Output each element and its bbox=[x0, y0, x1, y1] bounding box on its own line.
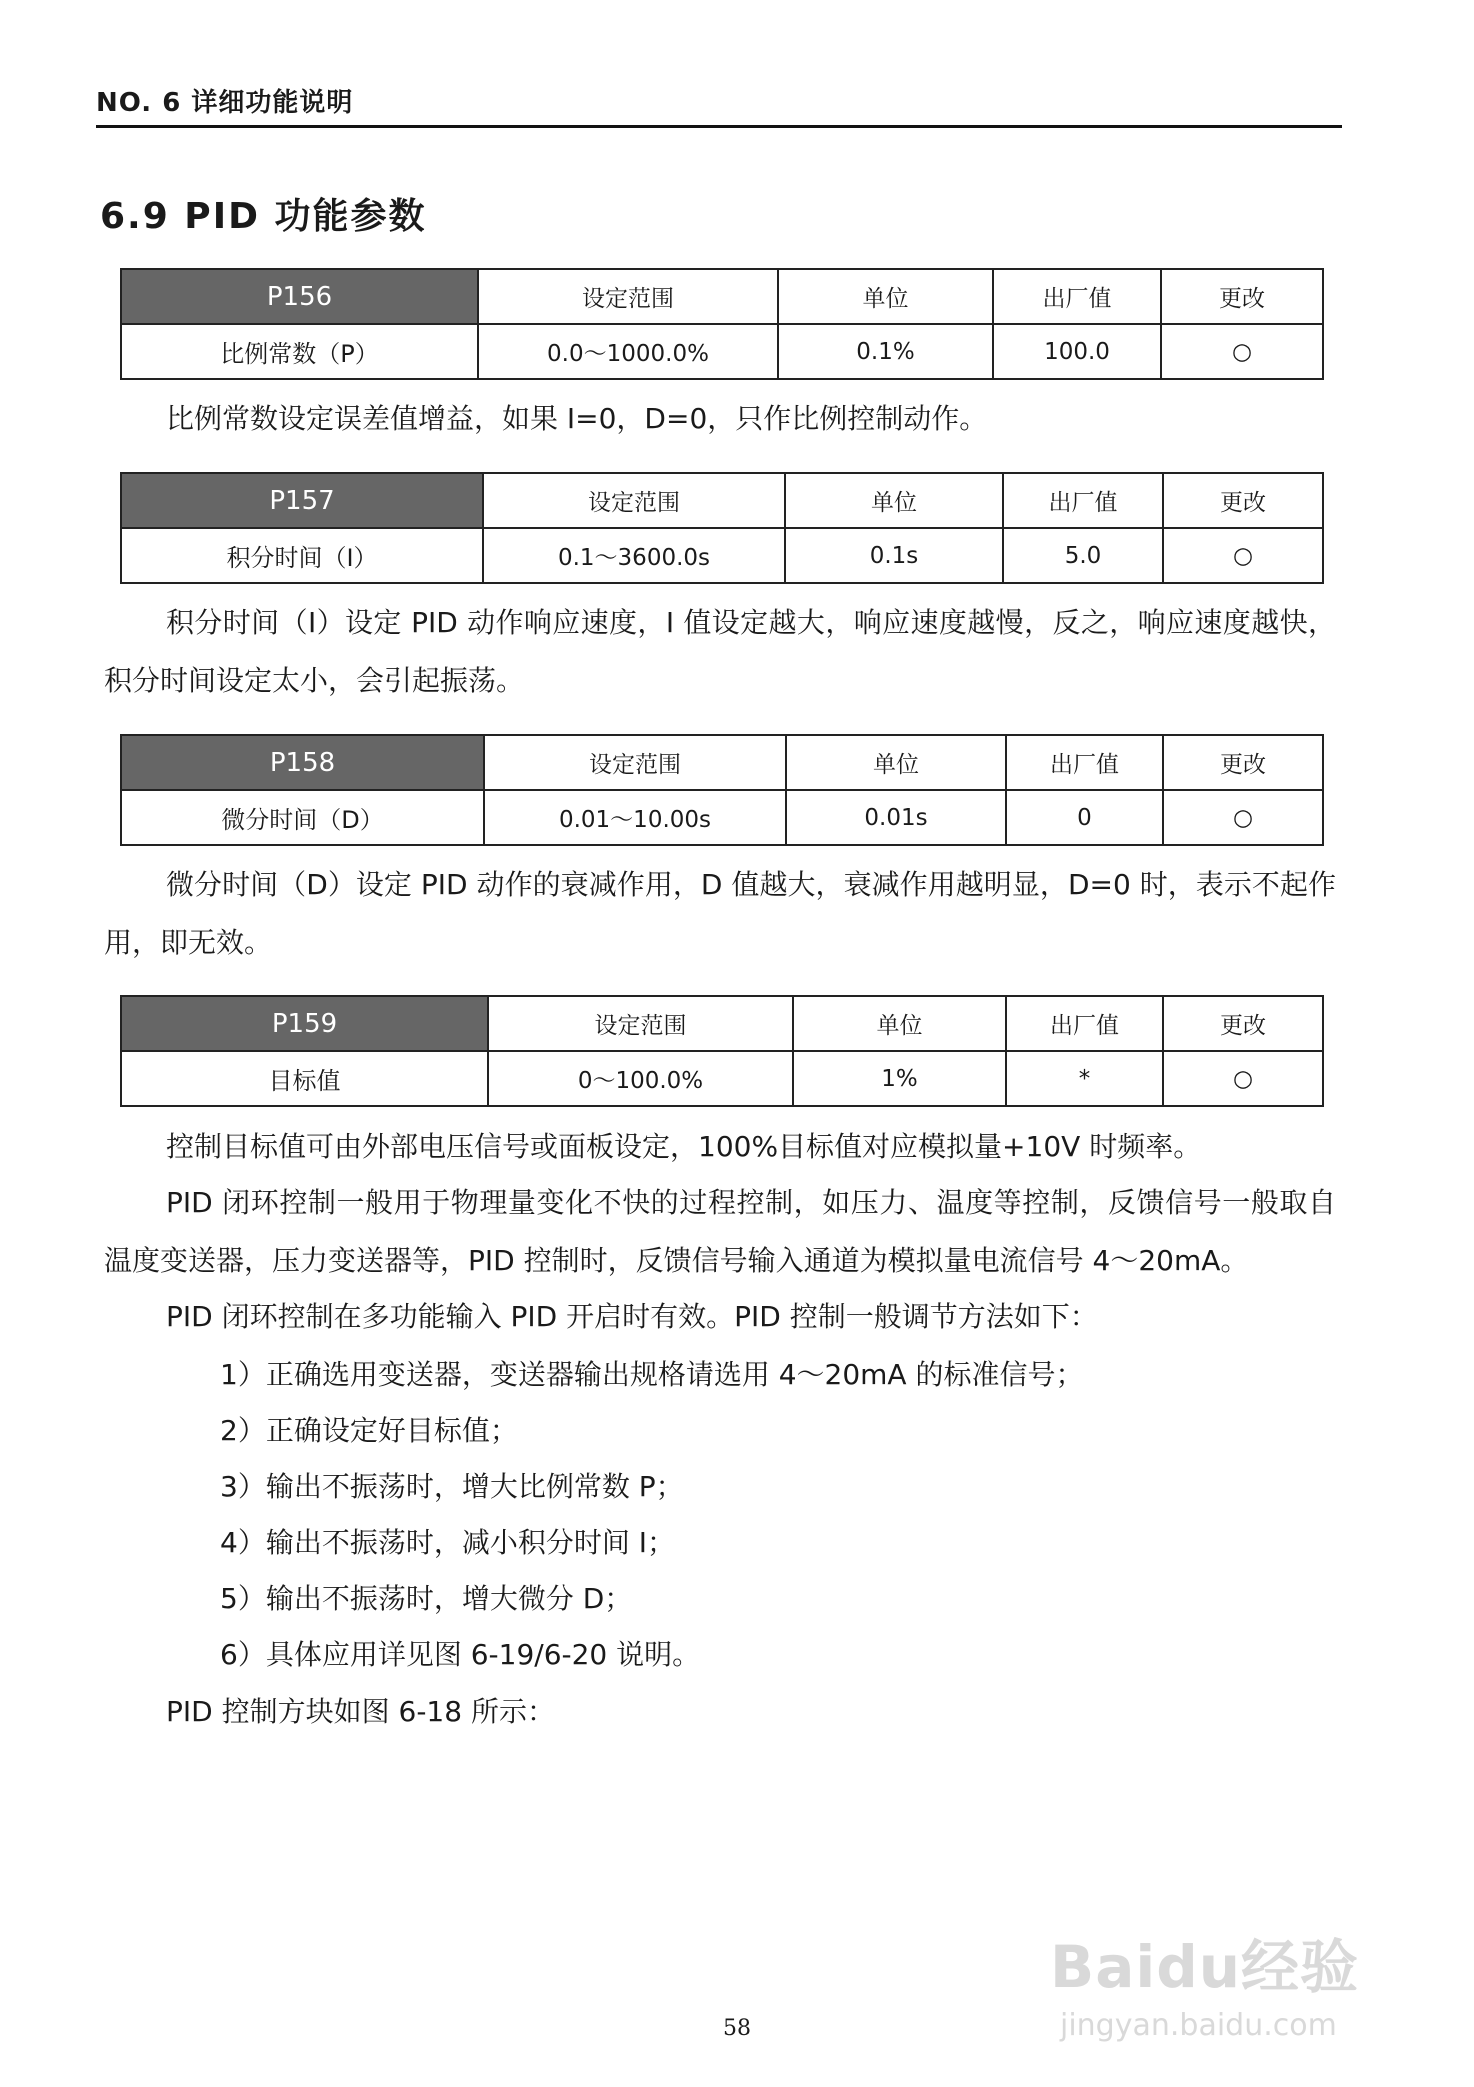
list-item: 6）具体应用详见图 6-19/6-20 说明。 bbox=[220, 1638, 701, 1671]
param-code: P159 bbox=[121, 996, 488, 1051]
column-default-label: 出厂值 bbox=[993, 269, 1161, 324]
list-item: 4）输出不振荡时，减小积分时间 I； bbox=[220, 1526, 675, 1559]
column-range-label: 设定范围 bbox=[483, 473, 785, 528]
param-change: ○ bbox=[1163, 1051, 1323, 1106]
description-p158: 微分时间（D）设定 PID 动作的衰减作用，D 值越大，衰减作用越明显，D=0 时，表示不起作用，即无效。 bbox=[104, 868, 1336, 959]
column-default-label: 出厂值 bbox=[1003, 473, 1163, 528]
description-target-2: PID 闭环控制一般用于物理量变化不快的过程控制，如压力、温度等控制，反馈信号一般取自温度变送器，压力变送器等，PID 控制时，反馈信号输入通道为模拟量电流信号 4～20mA。 bbox=[104, 1186, 1336, 1277]
param-default: 0 bbox=[1006, 790, 1163, 845]
param-code: P157 bbox=[121, 473, 483, 528]
param-table-p157 bbox=[120, 472, 1324, 584]
closing-line: PID 控制方块如图 6-18 所示： bbox=[166, 1695, 555, 1728]
param-range: 0.1～3600.0s bbox=[483, 528, 785, 583]
param-range: 0.0～1000.0% bbox=[478, 324, 778, 379]
param-table-p156 bbox=[120, 268, 1324, 380]
column-unit-label: 单位 bbox=[778, 269, 993, 324]
page-number: 58 bbox=[723, 2016, 751, 2041]
column-unit-label: 单位 bbox=[785, 473, 1003, 528]
param-unit: 0.01s bbox=[786, 790, 1006, 845]
param-default: 100.0 bbox=[993, 324, 1161, 379]
param-default: 5.0 bbox=[1003, 528, 1163, 583]
description-target-3: PID 闭环控制在多功能输入 PID 开启时有效。PID 控制一般调节方法如下： bbox=[166, 1300, 1098, 1333]
param-unit: 0.1% bbox=[778, 324, 993, 379]
param-range: 0～100.0% bbox=[488, 1051, 793, 1106]
list-item: 2）正确设定好目标值； bbox=[220, 1414, 518, 1447]
param-table-p158 bbox=[120, 734, 1324, 846]
column-range-label: 设定范围 bbox=[478, 269, 778, 324]
page-header: NO. 6 详细功能说明 bbox=[96, 82, 1342, 128]
param-name: 目标值 bbox=[121, 1051, 488, 1106]
param-name: 微分时间（D） bbox=[121, 790, 484, 845]
param-name: 比例常数（P） bbox=[121, 324, 478, 379]
param-table-p159 bbox=[120, 995, 1324, 1107]
column-range-label: 设定范围 bbox=[488, 996, 793, 1051]
description-p156: 比例常数设定误差值增益，如果 I=0，D=0，只作比例控制动作。 bbox=[166, 402, 988, 435]
param-name: 积分时间（I） bbox=[121, 528, 483, 583]
description-p157: 积分时间（I）设定 PID 动作响应速度，I 值设定越大，响应速度越慢，反之，响应速度越快，积分时间设定太小，会引起振荡。 bbox=[104, 606, 1336, 697]
column-range-label: 设定范围 bbox=[484, 735, 786, 790]
column-unit-label: 单位 bbox=[793, 996, 1006, 1051]
column-change-label: 更改 bbox=[1163, 735, 1323, 790]
list-item: 3）输出不振荡时，增大比例常数 P； bbox=[220, 1470, 684, 1503]
param-code: P158 bbox=[121, 735, 484, 790]
column-default-label: 出厂值 bbox=[1006, 996, 1163, 1051]
section-title: 6.9 PID 功能参数 bbox=[100, 196, 427, 237]
param-change: ○ bbox=[1161, 324, 1323, 379]
param-change: ○ bbox=[1163, 790, 1323, 845]
list-item: 5）输出不振荡时，增大微分 D； bbox=[220, 1582, 633, 1615]
param-code: P156 bbox=[121, 269, 478, 324]
column-default-label: 出厂值 bbox=[1006, 735, 1163, 790]
param-unit: 1% bbox=[793, 1051, 1006, 1106]
column-change-label: 更改 bbox=[1163, 473, 1323, 528]
param-unit: 0.1s bbox=[785, 528, 1003, 583]
param-change: ○ bbox=[1163, 528, 1323, 583]
column-change-label: 更改 bbox=[1161, 269, 1323, 324]
list-item: 1）正确选用变送器，变送器输出规格请选用 4～20mA 的标准信号； bbox=[220, 1358, 1084, 1391]
column-unit-label: 单位 bbox=[786, 735, 1006, 790]
watermark-text: Baidu经验 bbox=[1050, 1933, 1360, 2001]
param-range: 0.01～10.00s bbox=[484, 790, 786, 845]
column-change-label: 更改 bbox=[1163, 996, 1323, 1051]
description-target-1: 控制目标值可由外部电压信号或面板设定，100%目标值对应模拟量+10V 时频率。 bbox=[166, 1130, 1202, 1163]
param-default: * bbox=[1006, 1051, 1163, 1106]
watermark-url: jingyan.baidu.com bbox=[1060, 2008, 1337, 2043]
